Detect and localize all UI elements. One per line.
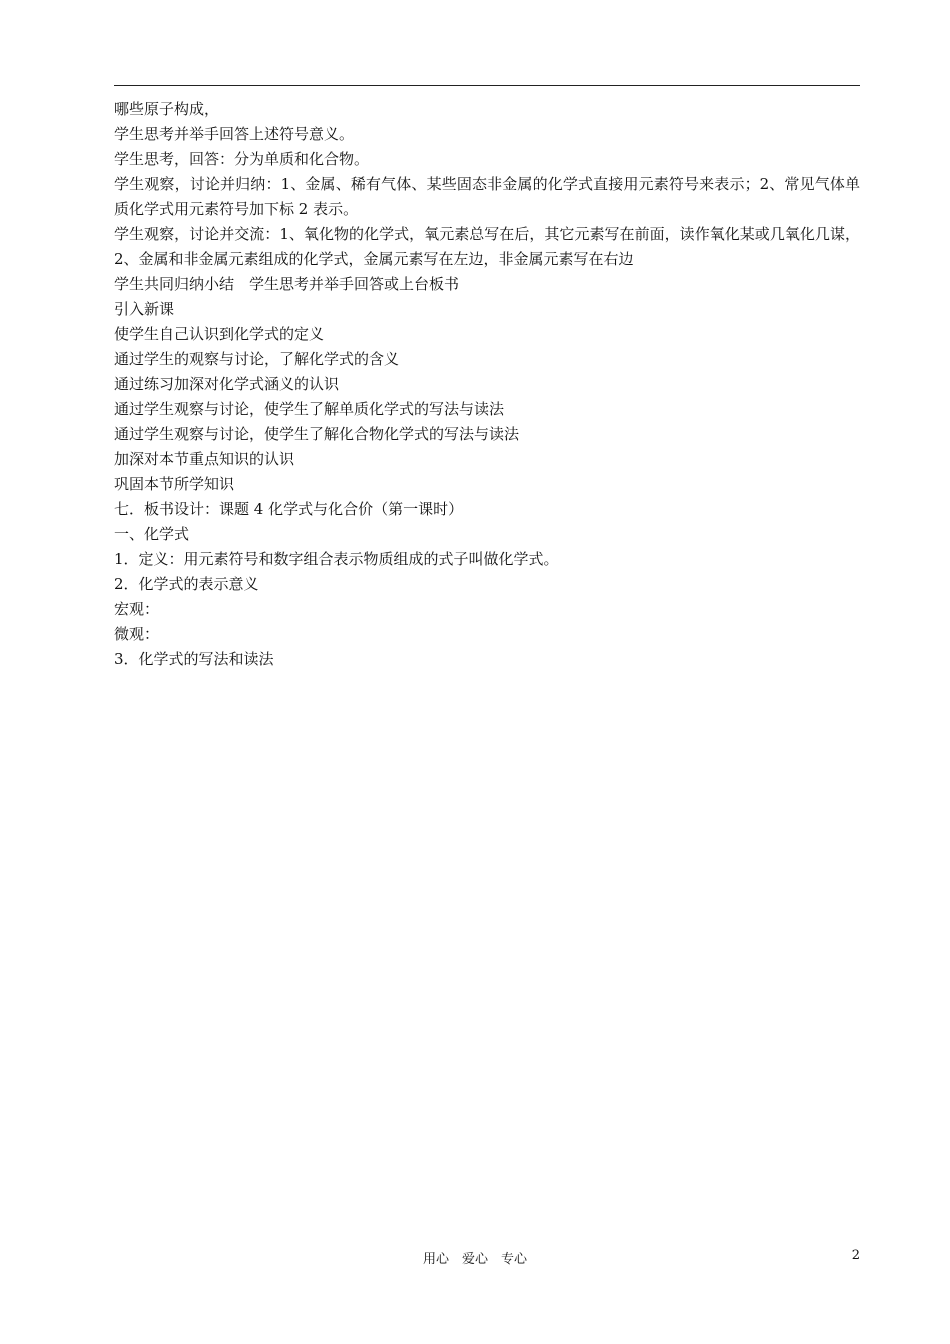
text-line: 学生思考，回答：分为单质和化合物。 (114, 150, 370, 168)
footer-motto: 用心 爱心 专心 (422, 1252, 527, 1267)
text-line: 使学生自己认识到化学式的定义 (114, 325, 325, 343)
text-line: 通过练习加深对化学式涵义的认识 (114, 375, 340, 393)
page-number: 2 (851, 1248, 860, 1263)
text-line: 学生共同归纳小结 学生思考并举手回答或上台板书 (114, 275, 460, 293)
header-rule (114, 85, 860, 86)
text-line: 宏观： (114, 600, 160, 618)
body-text (114, 97, 860, 672)
text-paragraph: 学生观察，讨论并归纳：1、金属、稀有气体、某些固态非金属的化学式直接用元素符号来表示；2、常见气体单质化学式用元素符号加下标 2 表示。 (114, 175, 860, 218)
text-line: 学生思考并举手回答上述符号意义。 (114, 125, 355, 143)
section-heading: 七．板书设计：课题 4 化学式与化合价（第一课时） (114, 500, 464, 518)
text-line: 加深对本节重点知识的认识 (114, 450, 295, 468)
text-line: 哪些原子构成， (114, 100, 220, 118)
text-line: 通过学生观察与讨论，使学生了解化合物化学式的写法与读法 (114, 425, 520, 443)
text-line: 巩固本节所学知识 (114, 475, 235, 493)
text-line: 通过学生的观察与讨论，了解化学式的含义 (114, 350, 400, 368)
text-line: 3．化学式的写法和读法 (114, 650, 274, 668)
section-heading: 一、化学式 (114, 525, 190, 543)
text-line: 2．化学式的表示意义 (114, 575, 259, 593)
text-line: 通过学生观察与讨论，使学生了解单质化学式的写法与读法 (114, 400, 505, 418)
text-line: 引入新课 (114, 300, 175, 318)
text-line: 微观： (114, 625, 160, 643)
text-paragraph: 学生观察，讨论并交流：1、氧化物的化学式，氧元素总写在后，其它元素写在前面，读作氧化某或几氧化几谋，2、金属和非金属元素组成的化学式，金属元素写在左边，非金属元素写在右边 (114, 225, 860, 268)
text-line: 1．定义：用元素符号和数字组合表示物质组成的式子叫做化学式。 (114, 550, 559, 568)
